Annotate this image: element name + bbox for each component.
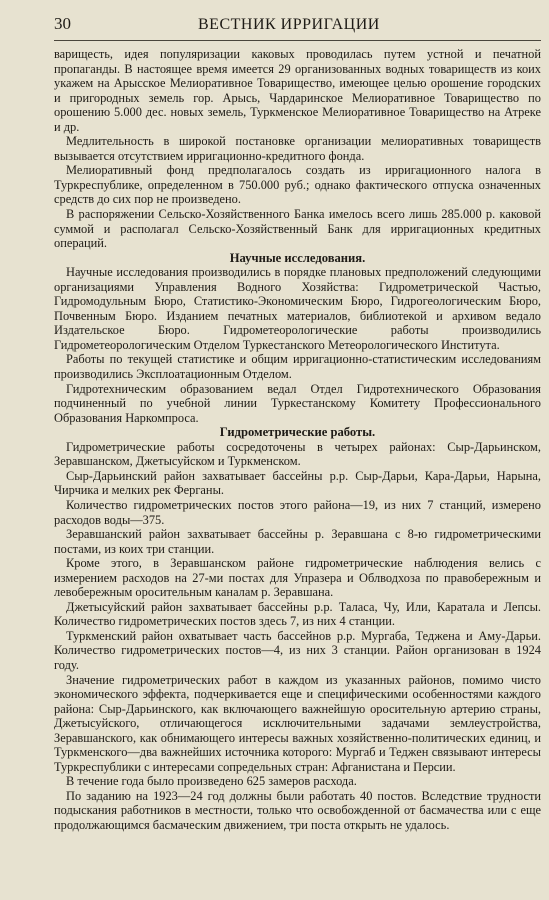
paragraph: Значение гидрометрических работ в каждом из указанных районов, помимо чисто экономического эффекта, подчеркивается еще и специфическими особенностями каждого района: Сыр-Дарьинского, как включающего важнейшую оросительную артерию страны, Джетысуйского, отличающегося исключительными задачами землеустройства, Зеравшанского, как обнимающего интересы важных хозяйственно-политических единиц, и Туркменского—два важнейших источника которого: Мургаб и Теджен связывают интересы Туркреспублики с интересами сопредельных стран: Афганистана и Персии. bbox=[54, 672, 541, 774]
paragraph: В распоряжении Сельско-Хозяйственного Банка имелось всего лишь 285.000 р. каковой суммой и располагал Сельско-Хозяйственный Банк для ирригационных кредитных операций. bbox=[54, 207, 541, 251]
paragraph: Джетысуйский район захватывает бассейны р.р. Таласа, Чу, Или, Каратала и Лепсы. Количество гидрометрических постов здесь 7, из них 4 станции. bbox=[54, 599, 541, 629]
paragraph: варищесть, идея популяризации каковых проводилась путем устной и печатной пропаганды. В настоящее время имеется 29 организованных водных товариществ из коих укажем на Арысское Мелиоративное Товарищество, имеющее целью орошение городских и пригородных земель гор. Арысь, Чардаринское Мелиоративное Товарищество по орошению 5.000 дес. новых земель, Туркменское Мелиоративное Товарищество на Атреке и др. bbox=[54, 47, 541, 134]
paragraph: Работы по текущей статистике и общим ирригационно-статистическим исследованиям производились Эксплоатационным Отделом. bbox=[54, 352, 541, 382]
section-heading: Научные исследования. bbox=[229, 250, 366, 265]
paragraph: Туркменский район охватывает часть бассейнов р.р. Мургаба, Теджена и Аму-Дарьи. Количество гидрометрических постов—4, из них 3 станции. Район организован в 1924 году. bbox=[54, 628, 541, 672]
paragraph: Кроме этого, в Зеравшанском районе гидрометрические наблюдения велись с измерением расходов на 27-ми постах для Упразера и Облводхоза по правобережным и левобережным оросительным каналам р. Зеравшана. bbox=[54, 556, 541, 600]
paragraph: Количество гидрометрических постов этого района—19, из них 7 станций, измерено расходов воды—375. bbox=[54, 497, 541, 527]
paragraph: Научные исследования производились в порядке плановых предположений следующими организациями Управления Водного Хозяйства: Гидрометрической Частью, Гидромодульным Бюро, Статистико-Экономическим Бюро, Гидрогеологическим Бюро, Почвенным Бюро. Изданием печатных материалов, библиотекой и архивом ведало Издательское Бюро. Гидрометеорологические работы производились Гидрометеорологическим Отделом Туркестанского Метеорологического Института. bbox=[54, 265, 541, 352]
page-header bbox=[54, 14, 541, 41]
paragraph: Гидротехническим образованием ведал Отдел Гидротехнического Образования подчиненный по учебной линии Туркестанскому Комитету Профессионального Образования Наркомпроса. bbox=[54, 381, 541, 425]
paragraph: В течение года было произведено 625 замеров расхода. bbox=[66, 774, 357, 789]
paragraph: Гидрометрические работы сосредоточены в четырех районах: Сыр-Дарьинском, Зеравшанском, Джетысуйском и Туркменском. bbox=[54, 439, 541, 469]
page-number: 30 bbox=[54, 14, 71, 33]
section-heading: Гидрометрические работы. bbox=[219, 425, 376, 440]
paragraph: По заданию на 1923—24 год должны были работать 40 постов. Вследствие трудности подыскания работников в местности, только что освобожденной от басмачества или с еще продолжающимся басмаческим движением, три поста открыть не удалось. bbox=[54, 788, 541, 832]
paragraph: Сыр-Дарьинский район захватывает бассейны р.р. Сыр-Дарьи, Кара-Дарьи, Нарына, Чирчика и мелких рек Ферганы. bbox=[54, 468, 541, 498]
paragraph: Мелиоративный фонд предполагалось создать из ирригационного налога в Туркреспублике, определенном в 750.000 руб.; однако фактического отпуска означенных средств до сих пор не произведено. bbox=[54, 163, 541, 207]
paragraph: Медлительность в широкой постановке организации мелиоративных товариществ вызывается отсутствием ирригационно-кредитного фонда. bbox=[54, 134, 541, 163]
page-body bbox=[54, 47, 541, 833]
running-title: ВЕСТНИК ИРРИГАЦИИ bbox=[198, 16, 380, 33]
paragraph: Зеравшанский район захватывает бассейны р. Зеравшана с 8-ю гидрометрическими постами, из коих три станции. bbox=[54, 527, 541, 556]
